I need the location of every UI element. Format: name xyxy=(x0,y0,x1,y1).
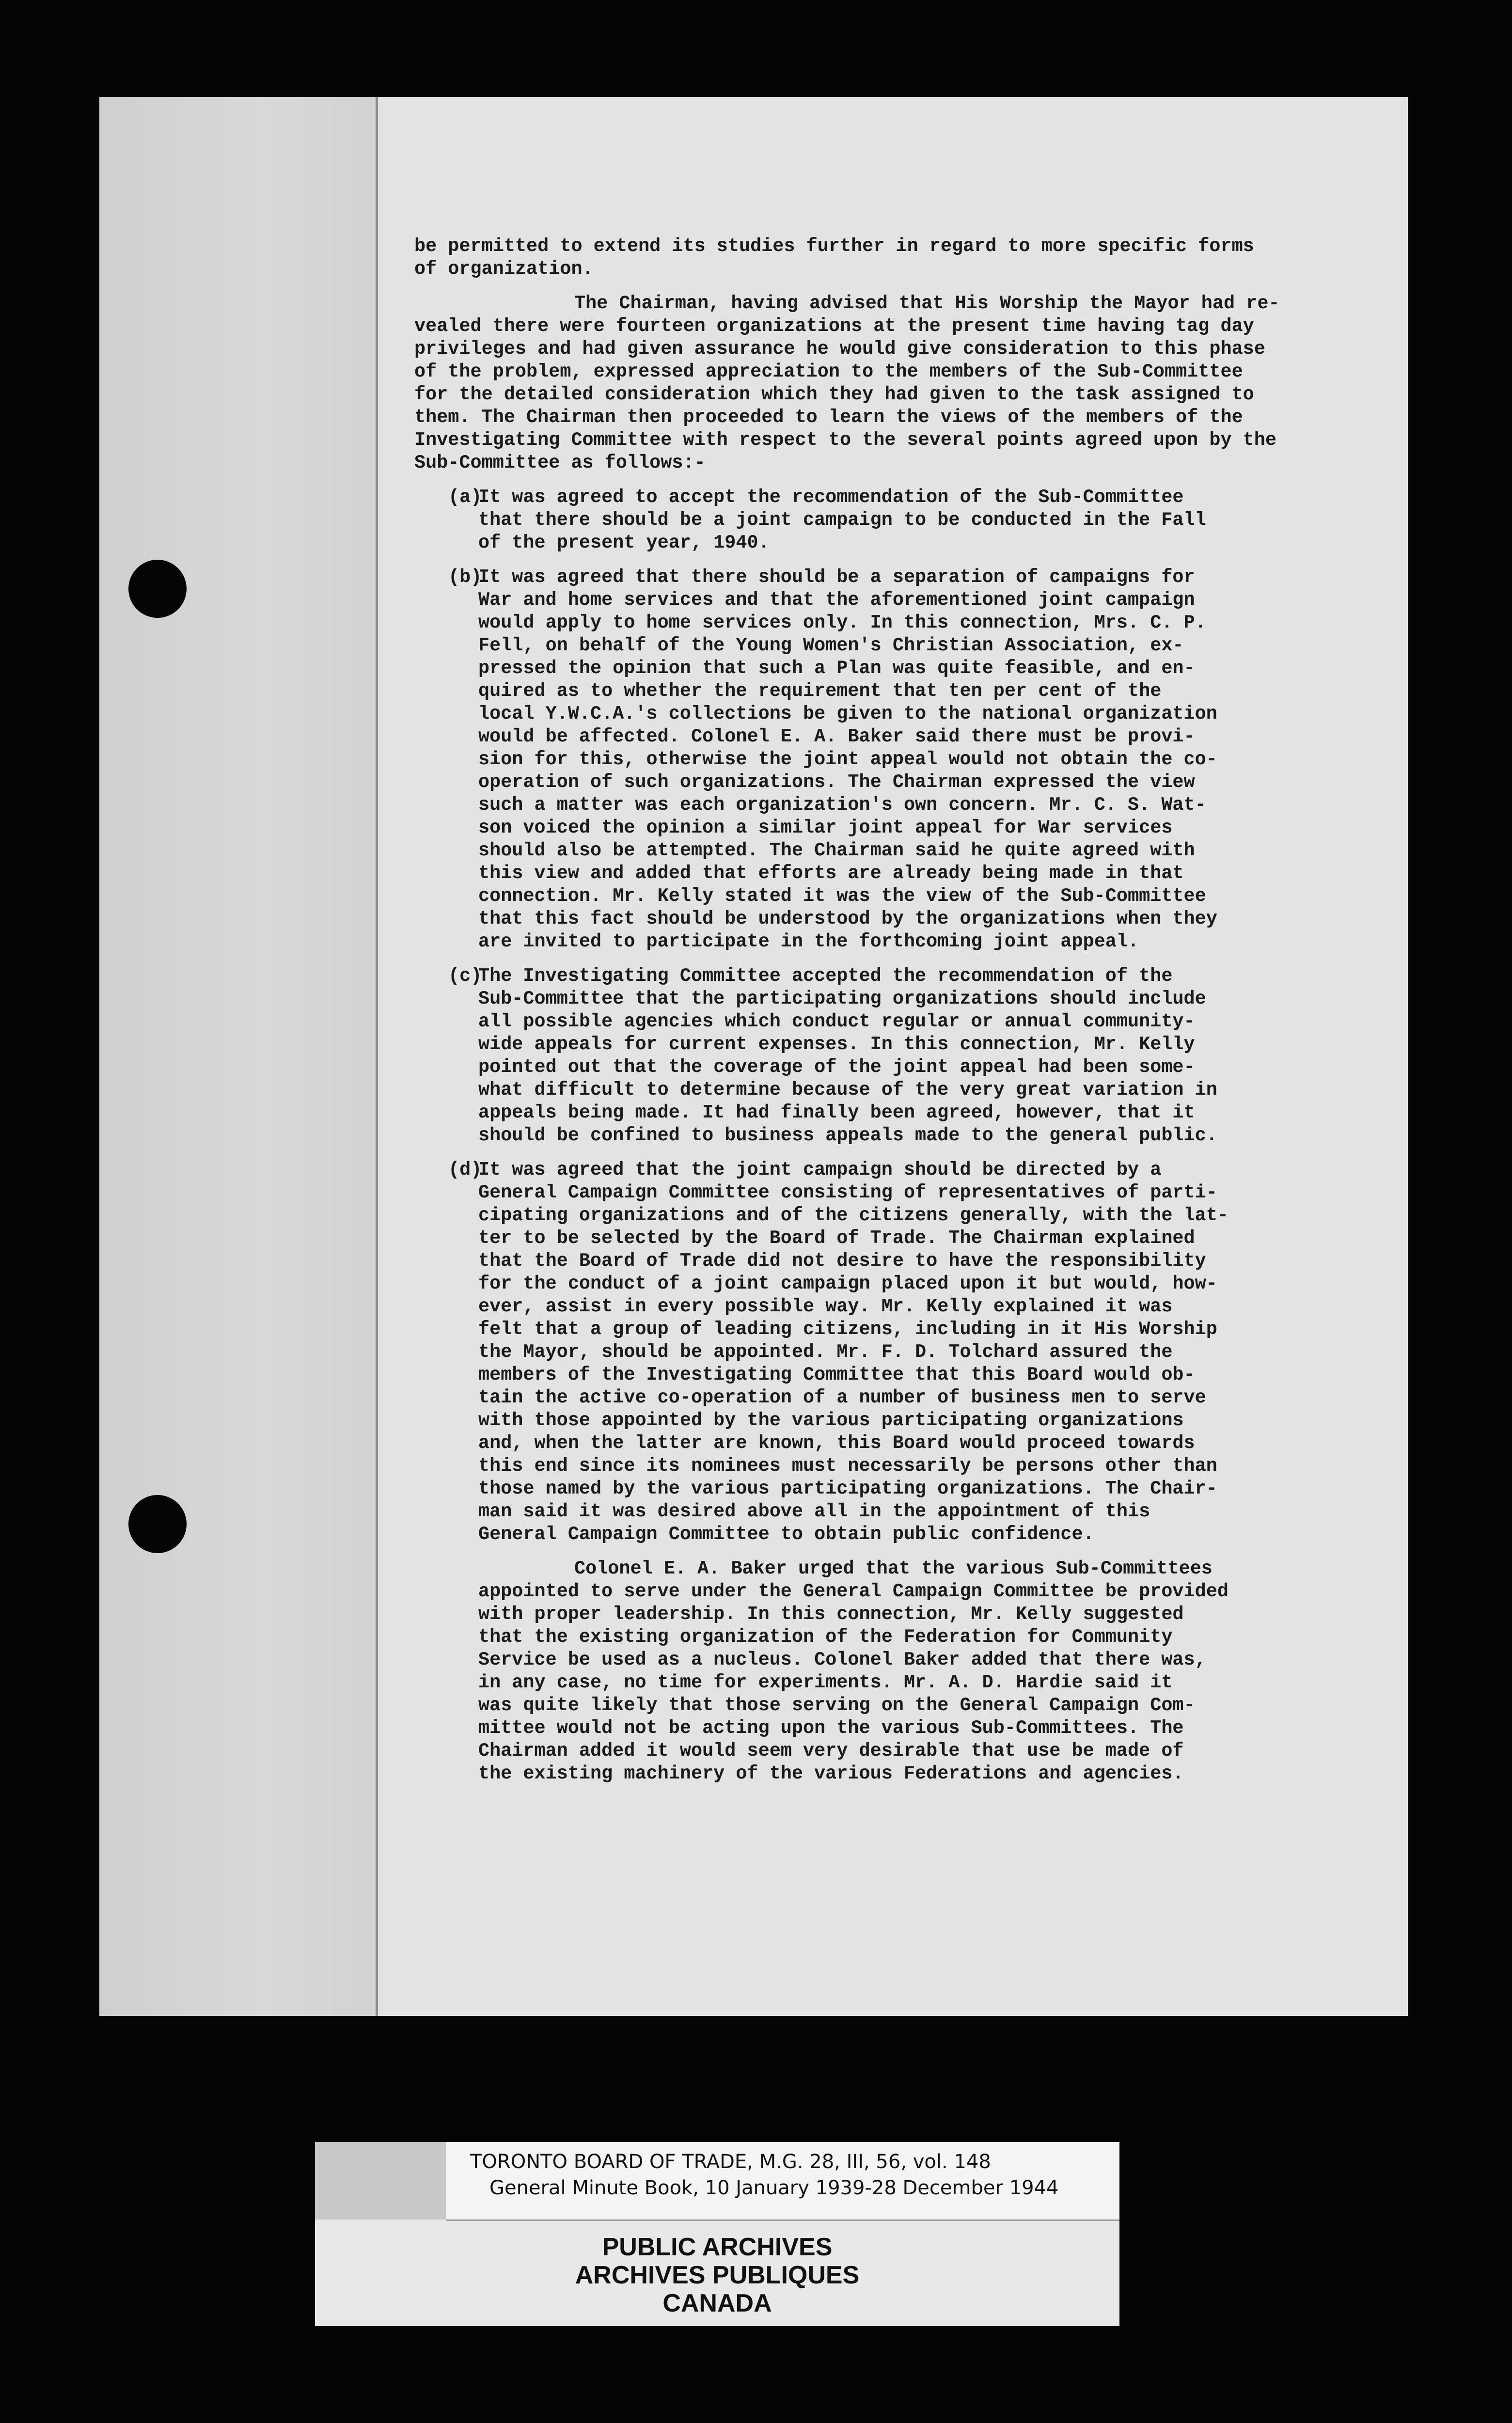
item-marker: (b) xyxy=(448,566,482,588)
item-text: It was agreed that the joint campaign should be directed by a General Campaign Committee consisting of representatives of parti- cipating organizations and of the citizens generally, with the lat- ter to be selected by the Board of Trade. The Chairman explained that the Board of Trade did not desire to have the responsibility for the conduct of a joint campaign placed upon it but would, how- ever, assist in every possible way. Mr. Kelly explained it was felt that a group of leading citizens, including in it His Worship the Mayor, should be appointed. Mr. F. D. Tolchard assured the members of the Investigating Committee that this Board would ob- tain the active co-operation of a number of business men to serve with those appointed by the various participating organizations and, when the latter are known, this Board would proceed towards this end since its nominees must necessarily be persons other than those named by the various participating organizations. The Chair- man said it was desired above all in the appointment of this General Campaign Committee to obtain public confidence. xyxy=(478,1159,1228,1545)
reference-line-2: General Minute Book, 10 January 1939-28 December 1944 xyxy=(489,2177,1059,2199)
baker-paragraph: Colonel E. A. Baker urged that the various Sub-Committees appointed to serve under the General Campaign Committee be provided with proper leadership. In this connection, Mr. Kelly suggested that the existing organization of the Federation for Community Service be used as a nucleus. Colonel Baker added that there was, in any case, no time for experiments. Mr. A. D. Hardie said it was quite likely that those serving on the General Campaign Com- mittee would not be acting upon the various Sub-Committees. The Chairman added it would seem very desirable that use be made of the existing machinery of the various Federations and agencies. xyxy=(478,1558,1228,1784)
list-item xyxy=(448,1159,1413,1546)
binding-margin xyxy=(99,97,376,2016)
continuation-paragraph: be permitted to extend its studies further in regard to more specific forms of organization. xyxy=(414,236,1254,280)
item-marker: (a) xyxy=(448,487,482,508)
document-page xyxy=(99,97,1408,2016)
margin-rule xyxy=(376,97,378,2016)
archive-stamp-line: PUBLIC ARCHIVES xyxy=(602,2233,833,2261)
punch-hole-top xyxy=(128,560,187,618)
list-item xyxy=(448,566,1413,953)
item-text: It was agreed that there should be a separation of campaigns for War and home services and that the aforementioned joint campaign would apply to home services only. In this connection, Mrs. C. P. Fell, on behalf of the Young Women's Christian Association, ex- pressed the opinion that such a Plan was quite feasible, and en- quired as to whether the requirement that ten per cent of the local Y.W.C.A.'s collections be given to the national organization would be affected. Colonel E. A. Baker said there must be provi- sion for this, otherwise the joint appeal would not obtain the co- operation of such organizations. The Chairman expressed the view such a matter was each organization's own concern. Mr. C. S. Wat- son voiced the opinion a similar joint appeal for War services should also be attempted. The Chairman said he quite agreed with this view and added that efforts are already being made in that connection. Mr. Kelly stated it was the view of the Sub-Committee that this fact should be understood by the organizations when they are invited to participate in the forthcoming joint appeal. xyxy=(478,566,1217,952)
archive-stamp-line: ARCHIVES PUBLIQUES xyxy=(575,2261,860,2289)
chairman-intro-paragraph: The Chairman, having advised that His Worship the Mayor had re- vealed there were fourteen organizations at the present time having tag day privileges and had given assurance he would give consideration to this phase of the problem, expressed appreciation to the members of the Sub-Committee for the detailed consideration which they had given to the task assigned to them. The Chairman then proceeded to learn the views of the members of the Investigating Committee with respect to the several points agreed upon by the Sub-Committee as follows:- xyxy=(414,293,1280,473)
minutes-text xyxy=(414,235,1413,1797)
list-item xyxy=(448,486,1413,554)
punch-hole-bottom xyxy=(128,1495,187,1553)
archive-label xyxy=(315,2142,1119,2326)
list-item xyxy=(448,965,1413,1147)
item-marker: (d) xyxy=(448,1159,482,1180)
archive-stamp-line: CANADA xyxy=(662,2289,772,2317)
item-marker: (c) xyxy=(448,965,482,987)
item-text: The Investigating Committee accepted the recommendation of the Sub-Committee that the participating organizations should include all possible agencies which conduct regular or annual community- wide appeals for current expenses. In this connection, Mr. Kelly pointed out that the coverage of the joint appeal had been some- what difficult to determine because of the very great variation in appeals being made. It had finally been agreed, however, that it should be confined to business appeals made to the general public. xyxy=(478,965,1217,1146)
label-shade xyxy=(315,2142,446,2219)
reference-line-1: TORONTO BOARD OF TRADE, M.G. 28, III, 56, vol. 148 xyxy=(470,2151,991,2173)
item-text: It was agreed to accept the recommendation of the Sub-Committee that there should be a joint campaign to be conducted in the Fall of the present year, 1940. xyxy=(478,487,1206,553)
